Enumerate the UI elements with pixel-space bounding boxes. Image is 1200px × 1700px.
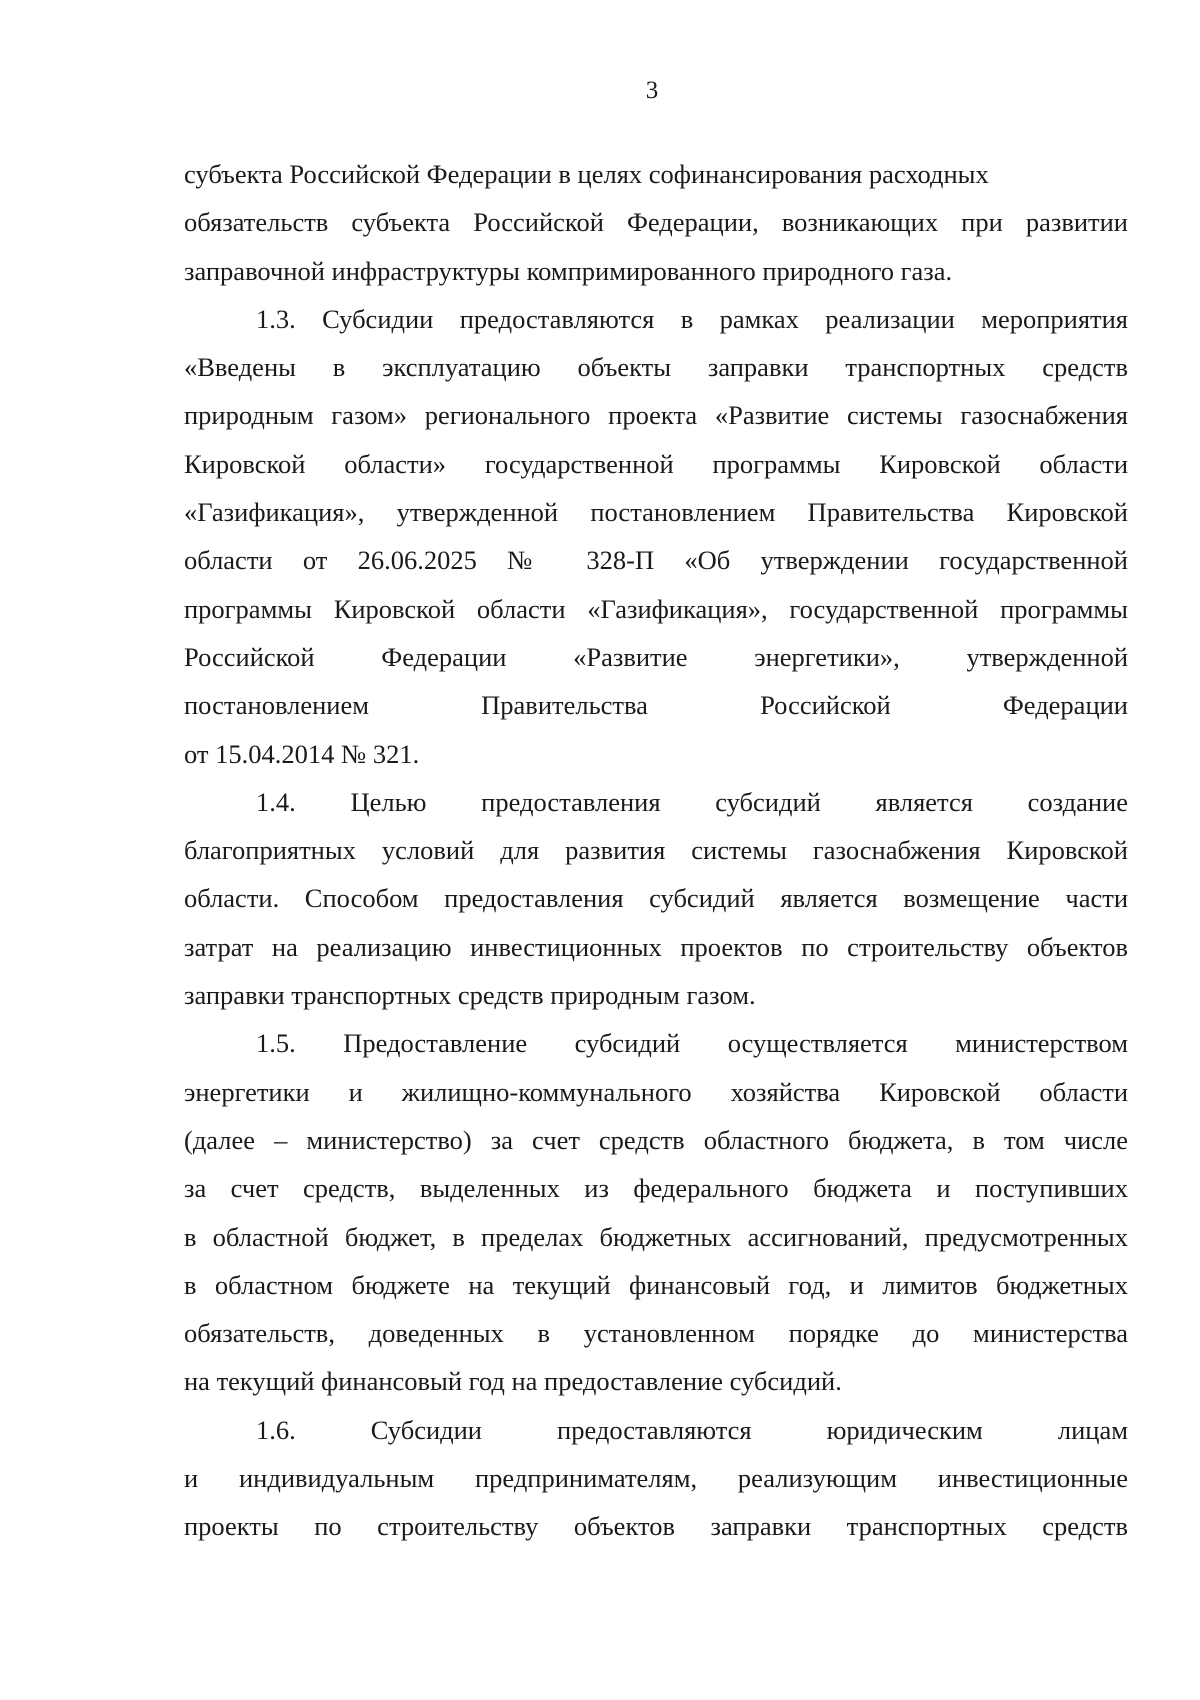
text-line: Российской Федерации «Развитие энергетики», утвержденной (184, 641, 1128, 672)
document-body (184, 150, 1128, 1551)
text-line: благоприятных условий для развития системы газоснабжения Кировской (184, 835, 1128, 866)
text-line: энергетики и жилищно-коммунального хозяйства Кировской области (184, 1076, 1128, 1107)
text-line: заправки транспортных средств природным газом. (184, 980, 756, 1011)
text-line: «Газификация», утвержденной постановлением Правительства Кировской (184, 497, 1128, 528)
text-line: в областной бюджет, в пределах бюджетных ассигнований, предусмотренных (184, 1221, 1128, 1252)
text-line: постановлением Правительства Российской Федерации (184, 690, 1128, 721)
text-line: Кировской области» государственной программы Кировской области (184, 448, 1128, 479)
text-line: от 15.04.2014 № 321. (184, 738, 420, 769)
text-line: за счет средств, выделенных из федерального бюджета и поступивших (184, 1173, 1128, 1204)
paragraph-1-6-first-line: 1.6. Субсидии предоставляются юридическим лицам (256, 1414, 1128, 1445)
text-line: программы Кировской области «Газификация», государственной программы (184, 593, 1128, 624)
text-line: на текущий финансовый год на предоставление субсидий. (184, 1366, 842, 1397)
paragraph-1-3-first-line: 1.3. Субсидии предоставляются в рамках реализации мероприятия (256, 303, 1128, 334)
text-line: в областном бюджете на текущий финансовый год, и лимитов бюджетных (184, 1269, 1128, 1300)
paragraph-1-4-first-line: 1.4. Целью предоставления субсидий является создание (256, 786, 1128, 817)
text-line: обязательств, доведенных в установленном порядке до министерства (184, 1318, 1128, 1349)
text-line: затрат на реализацию инвестиционных проектов по строительству объектов (184, 931, 1128, 962)
text-line: обязательств субъекта Российской Федерации, возникающих при развитии (184, 207, 1128, 238)
text-line: заправочной инфраструктуры компримированного природного газа. (184, 255, 953, 286)
text-line: области от 26.06.2025 № 328-П «Об утверждении государственной (184, 545, 1128, 576)
text-line: (далее – министерство) за счет средств областного бюджета, в том числе (184, 1124, 1128, 1155)
paragraph-1-5-first-line: 1.5. Предоставление субсидий осуществляется министерством (256, 1028, 1128, 1059)
text-line: «Введены в эксплуатацию объекты заправки транспортных средств (184, 352, 1128, 383)
page-number: 3 (645, 77, 659, 104)
text-line: субъекта Российской Федерации в целях софинансирования расходных (184, 159, 989, 189)
text-line: природным газом» регионального проекта «Развитие системы газоснабжения (184, 400, 1128, 431)
text-line: и индивидуальным предпринимателям, реализующим инвестиционные (184, 1463, 1128, 1494)
text-line: области. Способом предоставления субсидий является возмещение части (184, 883, 1128, 914)
text-line: проекты по строительству объектов заправки транспортных средств (184, 1511, 1128, 1542)
